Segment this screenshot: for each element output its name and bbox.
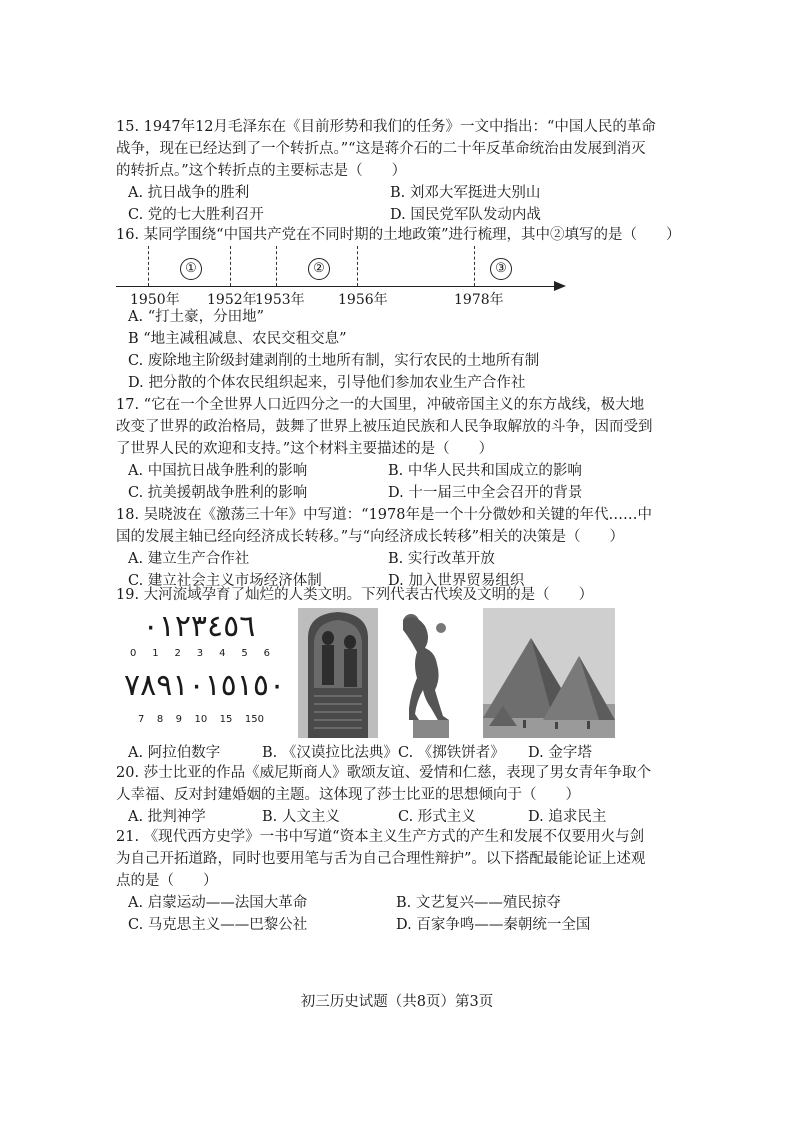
timeline-tick — [276, 246, 277, 286]
option-d[interactable]: D. 金字塔 — [528, 745, 592, 761]
option-c[interactable]: C. 《掷铁饼者》 — [398, 745, 505, 761]
timeline-period-label: ② — [308, 258, 330, 280]
option-c[interactable]: C. 马克思主义——巴黎公社 — [128, 917, 308, 933]
timeline-period-label: ① — [180, 258, 202, 280]
question-text: 17. “它在一个全世界人口近四分之一的大国里，冲破帝国主义的东方战线，极大地 — [116, 397, 645, 413]
statue-icon — [395, 608, 463, 738]
option-c[interactable]: C. 形式主义 — [398, 809, 476, 825]
option-b[interactable]: B “地主减租减息、农民交租交息” — [128, 331, 347, 347]
option-d[interactable]: D. 追求民主 — [528, 809, 607, 825]
land-policy-timeline — [116, 244, 576, 308]
option-b[interactable]: B. 《汉谟拉比法典》 — [262, 745, 398, 761]
option-d[interactable]: D. 把分散的个体农民组织起来，引导他们参加农业生产合作社 — [128, 375, 526, 391]
option-d[interactable]: D. 十一届三中全会召开的背景 — [388, 485, 583, 501]
question-text: 20. 莎士比亚的作品《威尼斯商人》歌颂友谊、爱情和仁慈，表现了男女青年争取个 — [116, 765, 652, 781]
question-text: 的转折点。”这个转折点的主要标志是（ ） — [116, 163, 407, 179]
stele-icon — [298, 608, 378, 738]
option-b[interactable]: B. 实行改革开放 — [388, 551, 495, 567]
timeline-year: 1953年 — [255, 292, 305, 308]
option-a[interactable]: A. 中国抗日战争胜利的影响 — [128, 463, 308, 479]
timeline-year: 1978年 — [454, 292, 504, 308]
arrow-right-icon — [554, 281, 566, 291]
timeline-tick — [357, 246, 358, 286]
option-b[interactable]: B. 人文主义 — [262, 809, 340, 825]
page-footer: 初三历史试题（共8页）第3页 — [300, 994, 494, 1010]
option-a[interactable]: A. 阿拉伯数字 — [128, 745, 221, 761]
timeline-year: 1950年 — [130, 292, 180, 308]
option-d[interactable]: D. 加入世界贸易组织 — [388, 573, 525, 589]
arabic-numerals-image — [124, 608, 286, 738]
pyramids-image — [483, 608, 615, 738]
option-c[interactable]: C. 废除地主阶级封建剥削的土地所有制，实行农民的土地所有制 — [128, 353, 540, 369]
question-text: 18. 吴晓波在《激荡三十年》中写道：“1978年是一个十分微妙和关键的年代……中 — [116, 507, 652, 523]
question-text: 16. 某同学围绕“中国共产党在不同时期的土地政策”进行梳理，其中②填写的是（ ） — [116, 227, 681, 243]
question-text: 战争，现在已经达到了一个转折点。”“这是蒋介石的二十年反革命统治由发展到消灭 — [116, 141, 646, 157]
option-b[interactable]: B. 文艺复兴——殖民掠夺 — [396, 895, 561, 911]
question-text: 点的是（ ） — [116, 873, 218, 889]
option-a[interactable]: A. 批判神学 — [128, 809, 206, 825]
option-b[interactable]: B. 中华人民共和国成立的影响 — [388, 463, 582, 479]
option-d[interactable]: D. 百家争鸣——秦朝统一全国 — [396, 917, 591, 933]
timeline-tick — [474, 246, 475, 286]
timeline-tick — [148, 246, 149, 286]
question-text: 人幸福、反对封建婚姻的主题。这体现了莎士比亚的思想倾向于（ ） — [116, 787, 580, 803]
question-text: 为自己开拓道路，同时也要用笔与舌为自己合理性辩护”。以下搭配最能论证上述观 — [116, 851, 646, 867]
question-text: 19. 大河流域孕育了灿烂的人类文明。下列代表古代埃及文明的是（ ） — [116, 587, 594, 603]
option-a[interactable]: A. 抗日战争的胜利 — [128, 185, 250, 201]
numerals-row1-glyphs: ٠١٢٣٤٥٦ — [142, 609, 256, 644]
timeline-period-label: ③ — [490, 258, 512, 280]
timeline-year: 1952年 — [207, 292, 257, 308]
question-text: 15. 1947年12月毛泽东在《目前形势和我们的任务》一文中指出：“中国人民的革命 — [116, 119, 656, 135]
discobolus-image — [395, 608, 463, 738]
option-a[interactable]: A. “打土豪，分田地” — [128, 309, 265, 325]
timeline-axis — [116, 286, 556, 287]
timeline-tick — [230, 246, 231, 286]
option-c[interactable]: C. 党的七大胜利召开 — [128, 207, 264, 223]
hammurabi-stele-image — [298, 608, 378, 738]
option-a[interactable]: A. 启蒙运动——法国大革命 — [128, 895, 308, 911]
numerals-row2-glyphs: ٧٨٩١٠١٥١٥٠ — [124, 668, 286, 703]
option-a[interactable]: A. 建立生产合作社 — [128, 551, 250, 567]
timeline-year: 1956年 — [338, 292, 388, 308]
numerals-row2-values: 7 8 9 10 15 150 — [138, 714, 264, 725]
question-text: 了世界人民的欢迎和支持。”这个材料主要描述的是（ ） — [116, 441, 494, 457]
question-text: 21. 《现代西方史学》一书中写道“资本主义生产方式的产生和发展不仅要用火与剑 — [116, 829, 645, 845]
question-text: 改变了世界的政治格局，鼓舞了世界上被压迫民族和人民争取解放的斗争，因而受到 — [116, 419, 653, 435]
option-c[interactable]: C. 抗美援朝战争胜利的影响 — [128, 485, 308, 501]
option-d[interactable]: D. 国民党军队发动内战 — [390, 207, 541, 223]
option-c[interactable]: C. 建立社会主义市场经济体制 — [128, 573, 322, 589]
option-b[interactable]: B. 刘邓大军挺进大别山 — [390, 185, 541, 201]
question-text: 国的发展主轴已经向经济成长转移。”与“向经济成长转移”相关的决策是（ ） — [116, 529, 624, 545]
pyramid-icon — [483, 608, 615, 738]
numerals-row1-values: 0 1 2 3 4 5 6 — [130, 648, 270, 659]
